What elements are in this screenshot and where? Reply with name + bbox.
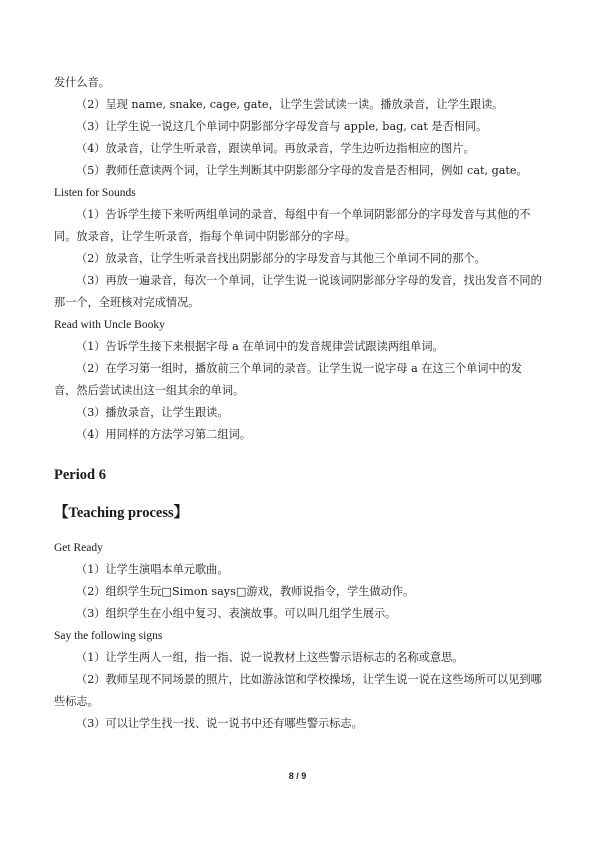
paragraph-line: （5）教师任意读两个词，让学生判断其中阴影部分字母的发音是否相同，例如 cat, gate。 (76, 164, 528, 177)
paragraph-line: （4）放录音，让学生听录音，跟读单词。再放录音，学生边听边指相应的图片。 (76, 142, 475, 155)
list-item: （1）让学生两人一组，指一指、说一说教材上这些警示语标志的名称或意思。 (76, 651, 464, 664)
section-heading-get-ready: Get Ready (54, 542, 103, 554)
list-item: （1）告诉学生接下来听两组单词的录音，每组中有一个单词阴影部分的字母发音与其他的不同。放录音，让学生听录音，指每个单词中阴影部分的字母。 (54, 208, 531, 243)
paragraph-line: （3）让学生说一说这几个单词中阴影部分字母发音与 apple, bag, cat 是否相同。 (76, 120, 488, 133)
list-item: （3）再放一遍录音，每次一个单词，让学生说一说该词阴影部分字母的发音，找出发音不同的那一个，全班核对完成情况。 (54, 274, 542, 309)
list-item: （2）组织学生玩□Simon says□游戏，教师说指令，学生做动作。 (76, 585, 415, 598)
section-heading-listen-for-sounds: Listen for Sounds (54, 187, 136, 199)
list-item: （1）让学生演唱本单元歌曲。 (76, 563, 229, 576)
list-item: （3）可以让学生找一找、说一说书中还有哪些警示标志。 (76, 717, 363, 730)
list-item: （2）放录音，让学生听录音找出阴影部分的字母发音与其他三个单词不同的那个。 (76, 252, 486, 265)
period-title: Period 6 (54, 467, 106, 483)
list-item: （2）在学习第一组时，播放前三个单词的录音。让学生说一说字母 a 在这三个单词中的发音，然后尝试读出这一组其余的单词。 (54, 362, 523, 397)
list-item: （3）播放录音，让学生跟读。 (76, 406, 229, 419)
page-content (54, 72, 542, 735)
list-item: （4）用同样的方法学习第二组词。 (76, 428, 251, 441)
paragraph-line: （2）呈现 name, snake, cage, gate，让学生尝试读一读。播放录音，让学生跟读。 (76, 98, 504, 111)
section-heading-say-signs: Say the following signs (54, 630, 163, 642)
page-number: 8 / 9 (288, 771, 307, 781)
list-item: （1）告诉学生接下来根据字母 a 在单词中的发音规律尝试跟读两组单词。 (76, 340, 444, 353)
teaching-process-title: 【Teaching process】 (54, 505, 189, 521)
paragraph-line: 发什么音。 (54, 76, 110, 89)
section-heading-read-with-uncle-booky: Read with Uncle Booky (54, 319, 165, 331)
list-item: （2）教师呈现不同场景的照片，比如游泳馆和学校操场，让学生说一说在这些场所可以见到哪些标志。 (54, 673, 542, 708)
list-item: （3）组织学生在小组中复习、表演故事。可以叫几组学生展示。 (76, 607, 397, 620)
